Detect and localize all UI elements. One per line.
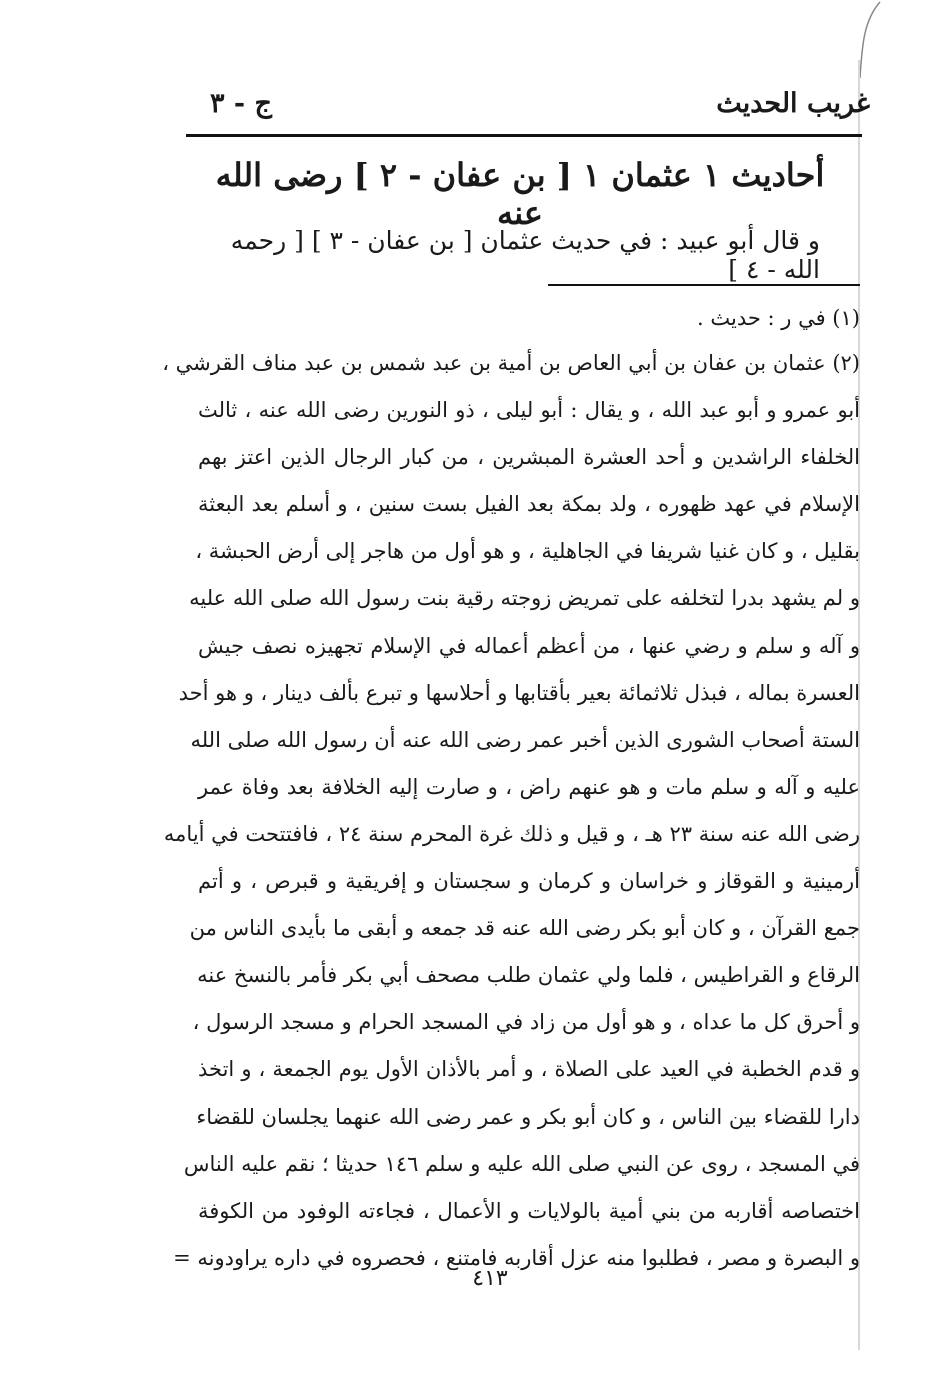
running-head [210,88,870,128]
footnote-line: بقليل ، و كان غنيا شريفا في الجاهلية ، و هو أول من هاجر إلى أرض الحبشة ، [195,539,860,564]
footnote-line: الخلفاء الراشدين و أحد العشرة المبشرين ، من كبار الرجال الذين اعتز بهم [198,445,860,470]
footnote-line: و البصرة و مصر ، فطلبوا منه عزل أقاربه فامتنع ، فحصروه في داره يراودونه = [173,1245,860,1270]
footnote-line: و لم يشهد بدرا لتخلفه على تمريض زوجته رقية بنت رسول الله صلى الله عليه [189,586,860,611]
running-head-title: غريب الحديث [716,88,870,119]
intro-line: و قال أبو عبيد : في حديث عثمان [ بن عفان - ٣ ] [ رحمه الله - ٤ ] [230,226,820,284]
page-edge-curve [856,0,886,80]
footnote-line: (٢) عثمان بن عفان بن أبي العاص بن أمية بن عبد شمس بن عبد مناف القرشي ، [162,351,860,375]
footnote-line: رضى الله عنه سنة ٢٣ هـ ، و قيل و ذلك غرة المحرم سنة ٢٤ ، فافتتحت في أيامه [163,821,860,846]
footnote-2 [162,340,860,1282]
running-head-volume: ج - ٣ [210,88,272,119]
footnote-separator [548,284,860,286]
footnote-1: (١) في ر : حديث . [697,306,860,330]
header-rule [186,134,862,137]
footnote-line: دارا للقضاء بين الناس ، و كان أبو بكر و عمر رضى الله عنهما يجلسان للقضاء [196,1104,860,1129]
footnote-line: و آله و سلم و رضي عنها ، من أعظم أعماله في الإسلام تجهيزه نصف جيش [198,633,860,658]
footnote-line: العسرة بماله ، فبذل ثلاثمائة بعير بأقتابها و أحلاسها و تبرع بألف دينار ، و هو أحد [178,680,860,705]
footnote-line: الستة أصحاب الشورى الذين أخبر عمر رضى الله عنه أن رسول الله صلى الله [190,727,860,752]
footnote-line: عليه و آله و سلم مات و هو عنهم راض ، و صارت إليه الخلافة بعد وفاة عمر [198,774,860,799]
footnote-line: و قدم الخطبة في العيد على الصلاة ، و أمر بالأذان الأول يوم الجمعة ، و اتخذ [198,1057,860,1082]
footnote-line: جمع القرآن ، و كان أبو بكر رضى الله عنه قد جمعه و أبقى ما بأيدى الناس من [189,916,860,941]
footnote-line: و أحرق كل ما عداه ، و هو أول من زاد في المسجد الحرام و مسجد الرسول ، [192,1010,860,1035]
footnote-line: الرقاع و القراطيس ، فلما ولي عثمان طلب مصحف أبي بكر فأمر بالنسخ عنه [197,963,860,988]
chapter-title: أحاديث ١ عثمان ١ [ بن عفان - ٢ ] رضى الله عنه [215,156,825,232]
footnote-line: الإسلام في عهد ظهوره ، ولد بمكة بعد الفيل بست سنين ، و أسلم بعد البعثة [198,492,860,517]
footnote-line: أبو عمرو و أبو عبد الله ، و يقال : أبو ليلى ، ذو النورين رضى الله عنه ، ثالث [198,398,860,423]
page-number: ٤١٣ [472,1266,508,1291]
footnote-line: اختصاصه أقاربه من بني أمية بالولايات و الأعمال ، فجاءته الوفود من الكوفة [198,1198,860,1223]
footnote-line: في المسجد ، روى عن النبي صلى الله عليه و سلم ١٤٦ حديثا ؛ نقم عليه الناس [183,1151,860,1176]
footnote-line: أرمينية و القوقاز و خراسان و كرمان و سجستان و إفريقية و قبرص ، و أتم [198,869,860,894]
